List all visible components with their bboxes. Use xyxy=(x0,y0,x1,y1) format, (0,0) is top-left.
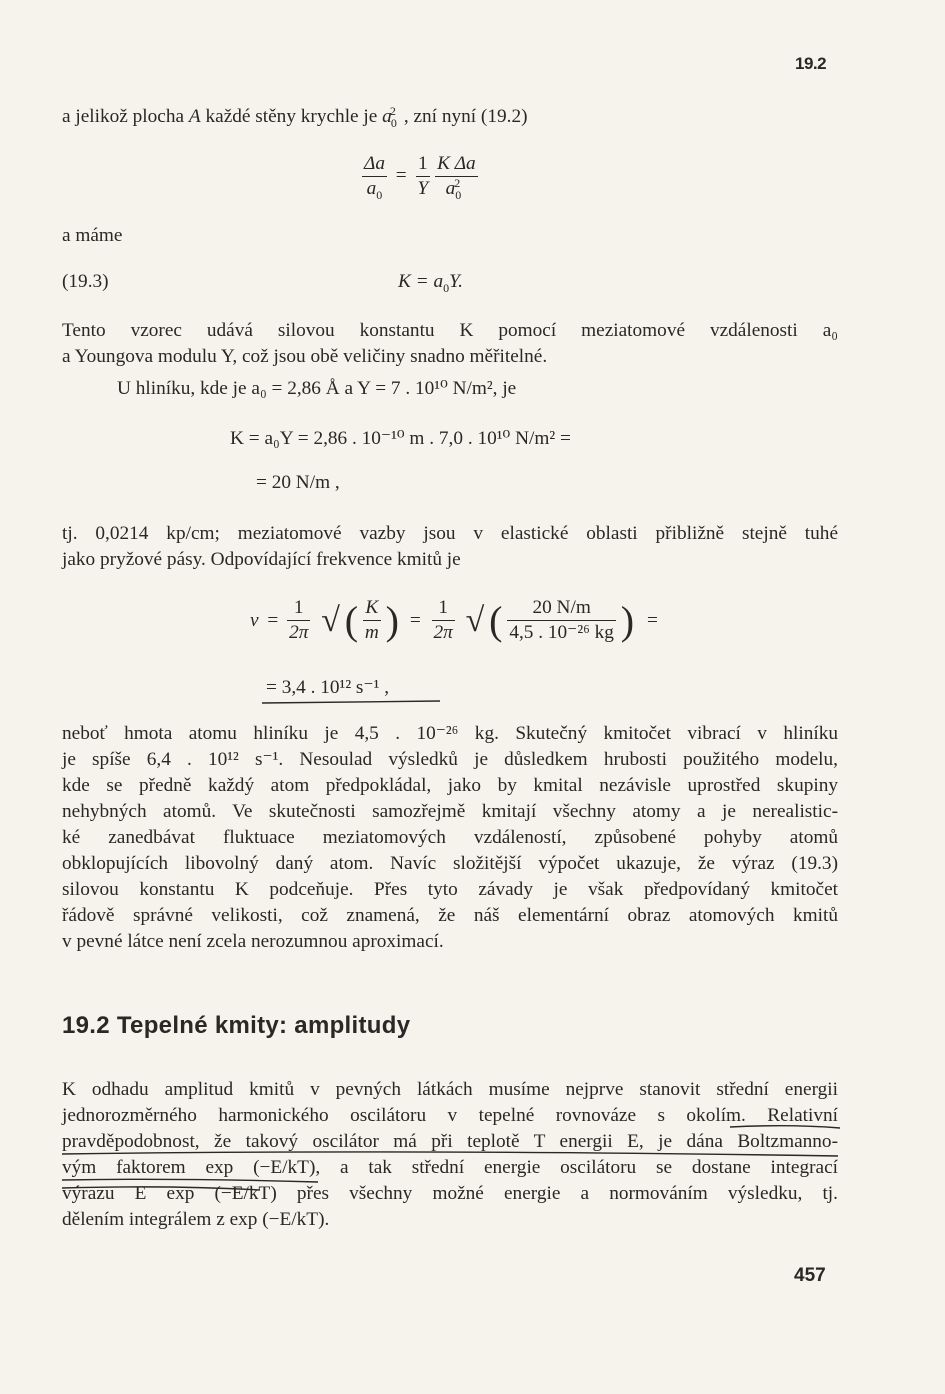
equation-K-value-line1: K = a₀Y = 2,86 . 10⁻¹⁰ m . 7,0 . 10¹⁰ N/m² = xyxy=(230,428,571,449)
paragraph-frequency-intro: tj. 0,0214 kp/cm; meziatomové vazby jsou v elastické oblasti přibližně stejně tuhé jako pryžové pásy. Odpovídající frekvence kmitů je xyxy=(62,523,838,570)
underline-result xyxy=(262,701,440,703)
equation-frequency-result: = 3,4 . 10¹² s⁻¹ , xyxy=(266,677,390,698)
paragraph-thermal-energy: K odhadu amplitud kmitů v pevných látkách musíme nejprve stanovit střední energii jednorozměrného harmonického oscilátoru v tepelné rovnováze s okolím. Relativní pravděpodobnost, že takový oscilátor má při teplotě T energii E, je dána Boltzmanno- vým faktorem exp (−E/kT), a tak střední energie oscilátoru se dostane integrací výrazu E exp (−E/kT) přes všechny možné energie a normováním výsledku, tj. dělením integrálem z exp (−E/kT). xyxy=(62,1079,838,1230)
frac-1-over-2pi: $\frac{1}{2\pi}$ xyxy=(289,597,309,643)
equation-frequency: ν = $\frac{1}{2\pi}$ √ ( $\frac{K}{m}$ ) = $\frac{1}{2\pi}$ √ ( $\frac{20 N/m}{\text{4,5 . 10⁻²⁶ kg}}$ ) = xyxy=(250,597,658,643)
aluminium-data-line: U hliníku, kde je a₀ = 2,86 Å a Y = 7 . 10¹⁰ N/m², je xyxy=(117,378,517,399)
section-heading: 19.2 Tepelné kmity: amplitudy xyxy=(62,1012,411,1039)
running-header-section-number: 19.2 xyxy=(795,54,827,73)
equation-19-2: $\frac{\Delta a}{a_0}$ = $\frac{1}{Y}$ $\frac{\text{K Δa}}{a_0^2}$ xyxy=(364,153,476,202)
page-number: 457 xyxy=(794,1265,826,1286)
equation-number-19-3: (19.3) xyxy=(62,271,109,292)
paragraph-discussion: neboť hmota atomu hliníku je 4,5 . 10⁻²⁶ kg. Skutečný kmitočet vibrací v hliníku je spíše 6,4 . 10¹² s⁻¹. Nesoulad výsledků je důsledkem hrubosti použitého modelu, kde se předně každý atom předpokládal, jako by kmital nezávisle uprostřed skupiny nehybných atomů. Ve skutečnosti samozřejmě kmitají všechny atomy a je nerealistic- ké zanedbávat fluktuace meziatomových vzdáleností, způsobené pohyby atomů obklopujících libovolný daný atom. Navíc složitější výpočet ukazuje, že výraz (19.3) silovou konstantu K podceňuje. Přes tyto závady je však předpovídaný kmitočet řádově správné velikosti, což znamená, že náš elementární obraz atomových kmitů v pevné látce není zcela nerozumnou aproximací. xyxy=(62,723,838,952)
equation-19-3: $K = a_0Y$. xyxy=(398,271,463,295)
sqrt-sign: √ xyxy=(321,601,340,639)
frac-1-over-2pi-b: $\frac{1}{2\pi}$ xyxy=(433,597,453,643)
eq-rhs-fraction: $\frac{\text{K Δa}}{a_0^2}$ xyxy=(437,153,476,202)
frac-numeric: $\frac{20 N/m}{\text{4,5 . 10⁻²⁶ kg}}$ xyxy=(509,597,614,643)
eq-lhs-fraction: $\frac{\Delta a}{a_0}$ xyxy=(364,153,385,202)
sqrt-sign-b: √ xyxy=(465,601,485,639)
eq-coef-fraction: $\frac{1}{Y}$ xyxy=(417,153,429,199)
paragraph-force-constant: Tento vzorec udává silovou konstantu K pomocí meziatomové vzdálenosti a₀ a Youngova modulu Y, což jsou obě veličiny snadno měřitelné. xyxy=(62,320,838,367)
frac-K-over-m: $\frac{K}{m}$ xyxy=(364,597,379,643)
intro-line: a jelikož plocha A každé stěny krychle je $a_0^2$ , zní nyní (19.2) xyxy=(62,103,528,130)
a-mame-text: a máme xyxy=(62,225,123,246)
equation-K-value-line2: = 20 N/m , xyxy=(256,472,340,493)
